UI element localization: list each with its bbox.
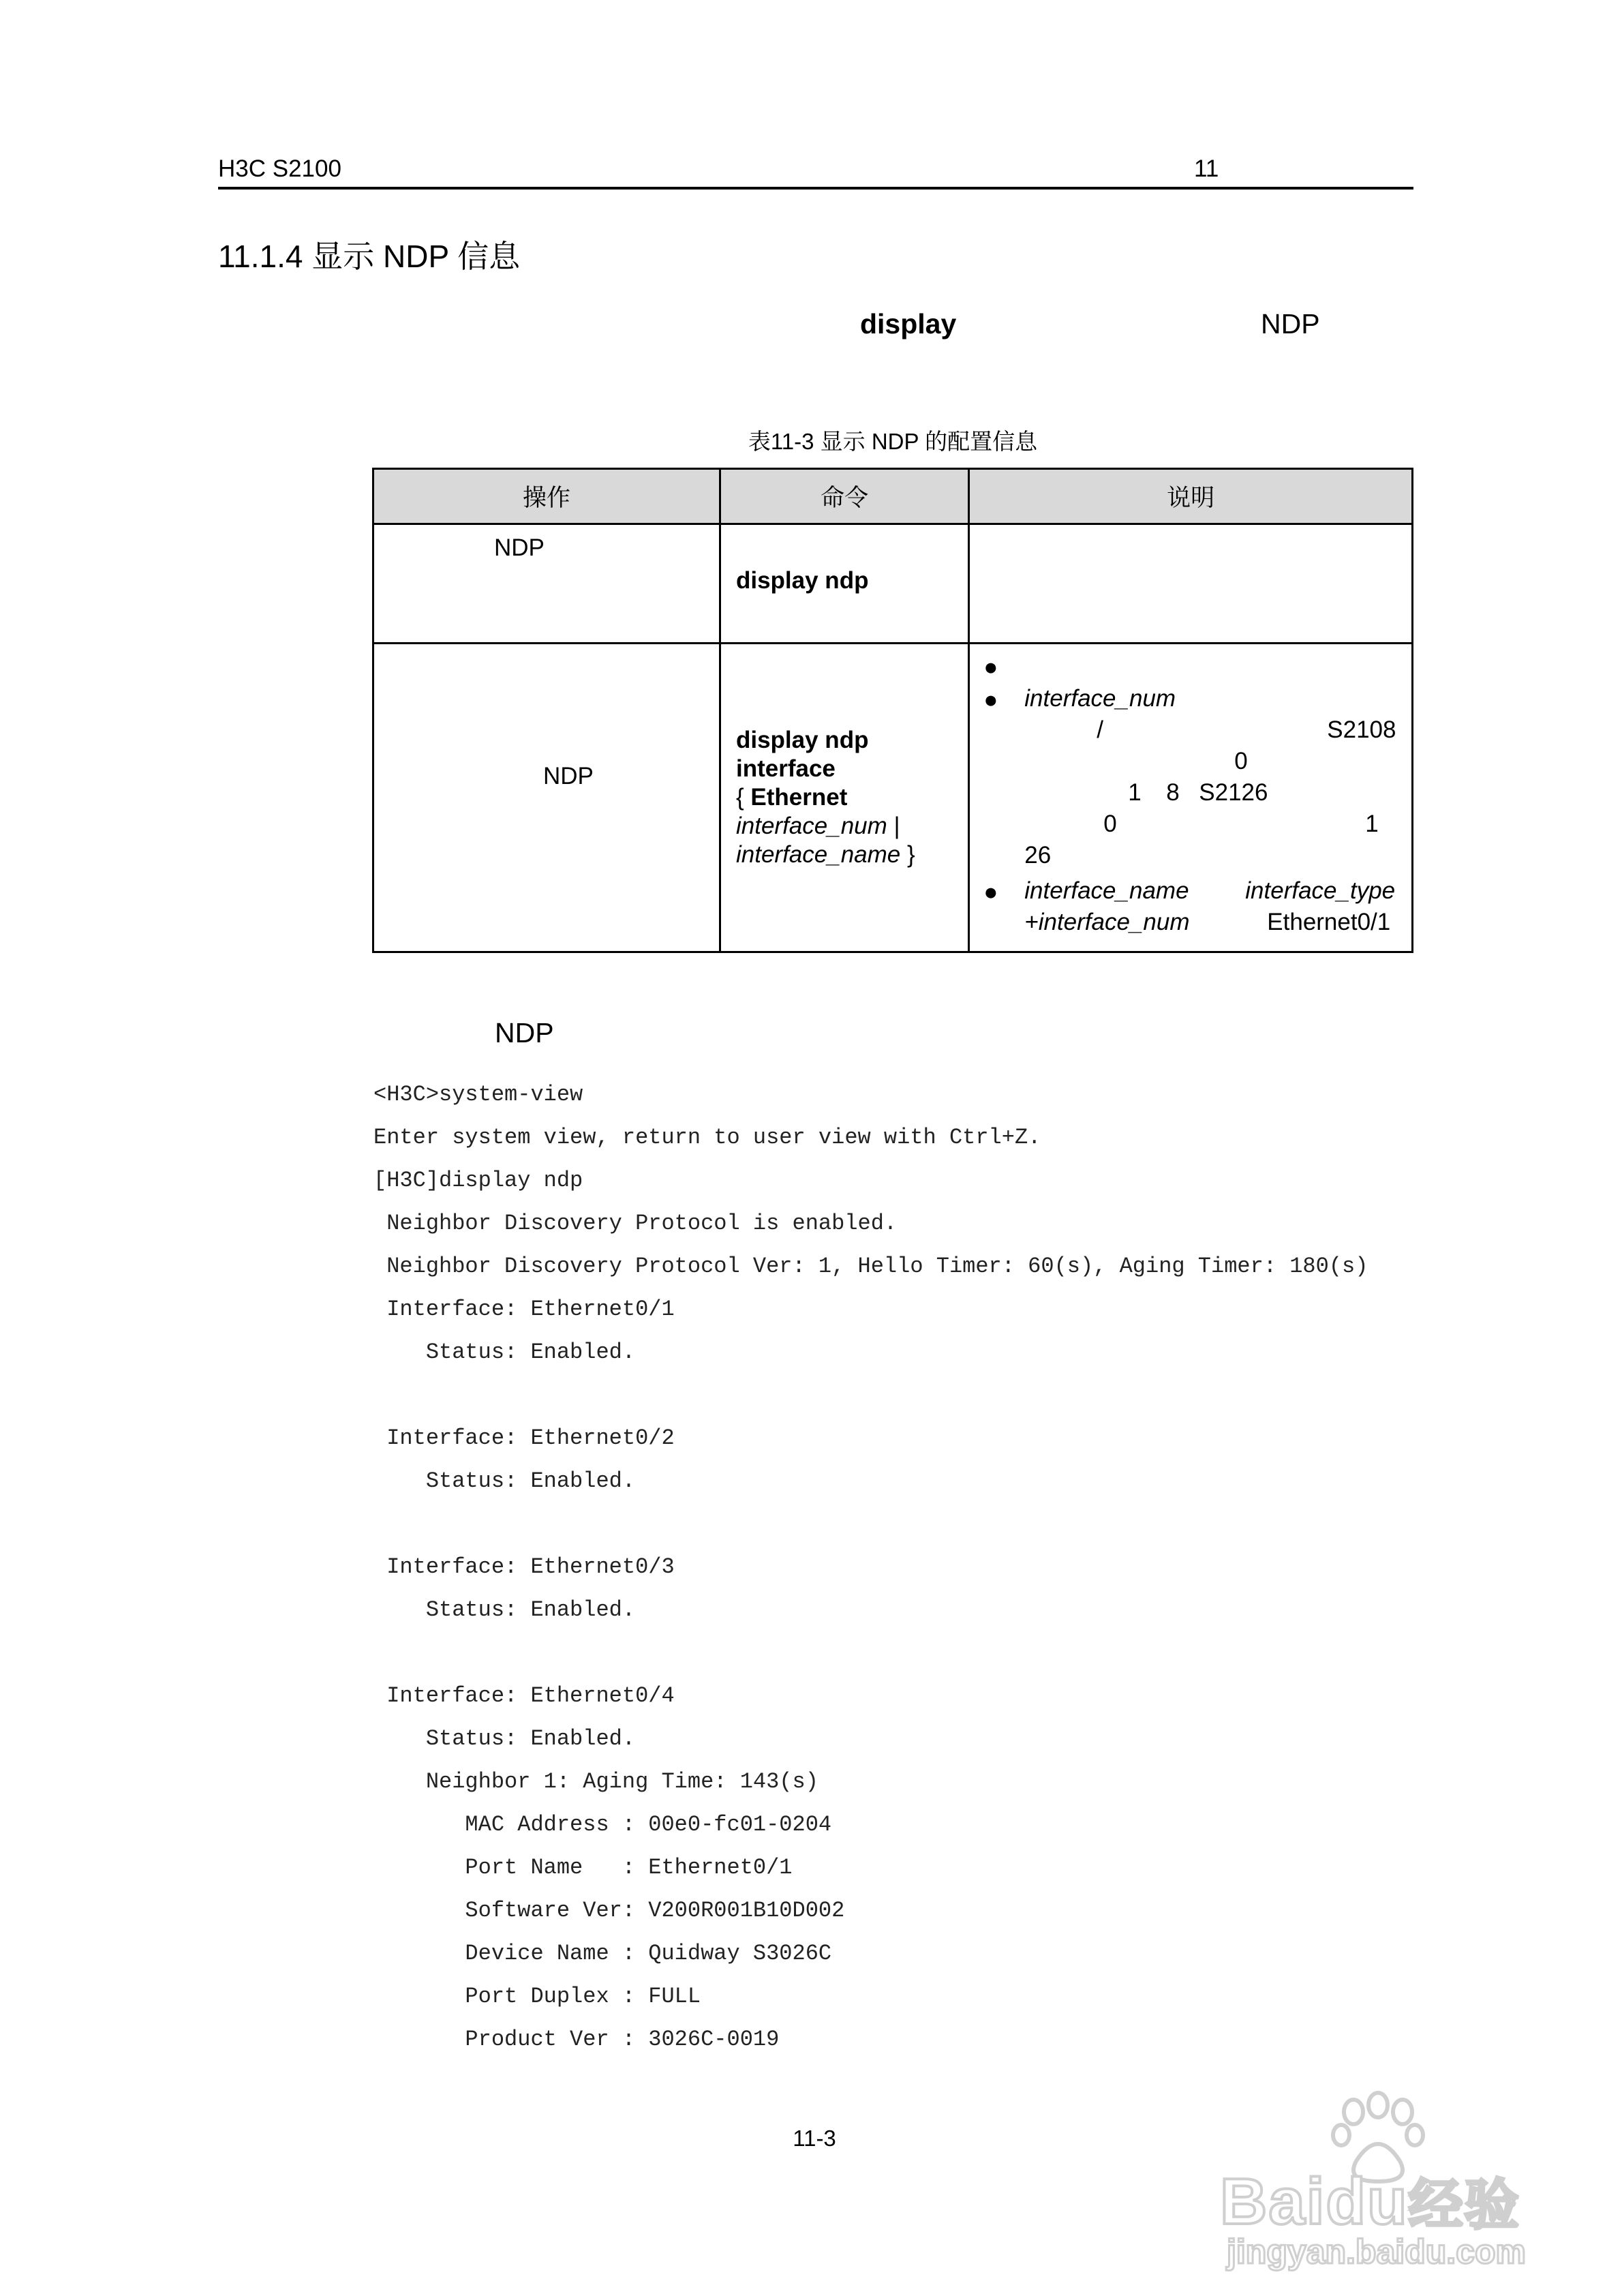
row1-desc xyxy=(970,525,1411,642)
code-line: Device Name : Quidway S3026C xyxy=(373,1941,832,1966)
row2-cmd-brace-open: { xyxy=(735,784,751,811)
desc-b3-term: interface_name xyxy=(1024,877,1189,904)
code-line xyxy=(373,1631,1368,1674)
table-caption: 表11-3 显示 NDP 的配置信息 xyxy=(748,429,1038,454)
row1-op: NDP xyxy=(494,534,545,561)
section-title: 11.1.4 显示 NDP 信息 xyxy=(218,239,521,274)
bullet-icon: ● xyxy=(983,879,998,905)
row2-cmd-line1: display ndp xyxy=(735,727,869,753)
code-line: [H3C]display ndp xyxy=(373,1168,583,1193)
code-line: Interface: Ethernet0/2 xyxy=(373,1425,675,1451)
table-cell-desc xyxy=(969,644,1413,952)
row2-cmd-ethernet: Ethernet xyxy=(750,784,848,811)
code-line: Status: Enabled. xyxy=(373,1340,636,1365)
table-cell-op xyxy=(373,644,720,952)
table-header-op: 操作 xyxy=(373,469,720,524)
baidu-watermark xyxy=(1220,2086,1574,2271)
row2-cmd-interface-name: interface_name xyxy=(735,841,901,868)
table-row xyxy=(373,524,1413,644)
example-title: NDP xyxy=(495,1017,554,1048)
watermark-brand2: du xyxy=(1326,2165,1409,2238)
intro-tail: NDP xyxy=(1261,308,1320,339)
table-cell-cmd xyxy=(720,644,968,952)
table-cell-cmd xyxy=(720,524,968,644)
table-header-cmd: 命令 xyxy=(720,469,968,524)
watermark-brand: Bai xyxy=(1220,2165,1326,2238)
code-line xyxy=(373,1374,1368,1417)
row2-op: NDP xyxy=(543,763,594,789)
row1-cmd: display ndp xyxy=(735,567,869,594)
code-line: Interface: Ethernet0/1 xyxy=(373,1297,675,1322)
table-header-row xyxy=(373,469,1413,524)
desc-b2-one: 1 xyxy=(1128,779,1142,806)
desc-b3-term2: interface_type xyxy=(1245,877,1396,904)
header-product: H3C S2100 xyxy=(218,155,341,182)
code-line: Interface: Ethernet0/4 xyxy=(373,1683,675,1708)
code-line xyxy=(373,1502,1368,1545)
desc-b2-zero: 0 xyxy=(1234,748,1248,774)
desc-b2-one2: 1 xyxy=(1365,811,1379,837)
desc-b2-slash: / xyxy=(1097,716,1104,743)
row2-cmd-line2: interface xyxy=(735,755,836,782)
code-line: Status: Enabled. xyxy=(373,1597,636,1622)
desc-b2-term: interface_num xyxy=(1024,685,1176,712)
header-chapter: 11 xyxy=(1194,155,1219,182)
bullet-icon: ● xyxy=(983,686,998,713)
header-rule xyxy=(218,187,1413,190)
code-line: Neighbor Discovery Protocol Ver: 1, Hello Timer: 60(s), Aging Timer: 180(s) xyxy=(373,1254,1368,1279)
code-line: Status: Enabled. xyxy=(373,1468,636,1494)
table-header-desc: 说明 xyxy=(969,469,1413,524)
code-line: Neighbor Discovery Protocol is enabled. xyxy=(373,1211,898,1236)
row2-cmd-brace-close: } xyxy=(900,841,915,868)
desc-b2-zero2: 0 xyxy=(1103,811,1117,837)
code-line: MAC Address : 00e0-fc01-0204 xyxy=(373,1812,832,1837)
code-line: Port Name : Ethernet0/1 xyxy=(373,1855,793,1880)
page-number: 11-3 xyxy=(793,2126,836,2151)
code-line: <H3C>system-view xyxy=(373,1082,583,1107)
watermark-url: jingyan.baidu.com xyxy=(1227,2233,1526,2271)
desc-b2-eight: 8 xyxy=(1166,779,1180,806)
code-line: Status: Enabled. xyxy=(373,1726,636,1751)
row2-cmd-interface-num: interface_num xyxy=(735,813,887,839)
watermark-cn: 经验 xyxy=(1408,2175,1520,2235)
intro-command: display xyxy=(860,308,957,339)
desc-b2-s2108: S2108 xyxy=(1327,716,1396,743)
desc-b2-26: 26 xyxy=(1024,842,1052,868)
code-line: Port Duplex : FULL xyxy=(373,1984,701,2009)
code-line: Neighbor 1: Aging Time: 143(s) xyxy=(373,1769,818,1794)
code-line: Product Ver : 3026C-0019 xyxy=(373,2027,780,2052)
table-row xyxy=(373,644,1413,952)
table-cell-op xyxy=(373,524,720,644)
bullet-icon: ● xyxy=(983,654,998,680)
desc-b3-ethernet: Ethernet0/1 xyxy=(1267,909,1391,935)
config-table xyxy=(372,468,1413,953)
code-block xyxy=(373,1073,1368,2061)
code-line: Enter system view, return to user view with Ctrl+Z. xyxy=(373,1125,1041,1150)
table-cell-desc xyxy=(969,524,1413,644)
code-line: Software Ver: V200R001B10D002 xyxy=(373,1898,845,1923)
desc-b2-s2126: S2126 xyxy=(1199,779,1268,806)
code-line: Interface: Ethernet0/3 xyxy=(373,1554,675,1580)
desc-b3-line2: +interface_num xyxy=(1024,909,1190,935)
row2-cmd-pipe: | xyxy=(887,813,900,839)
